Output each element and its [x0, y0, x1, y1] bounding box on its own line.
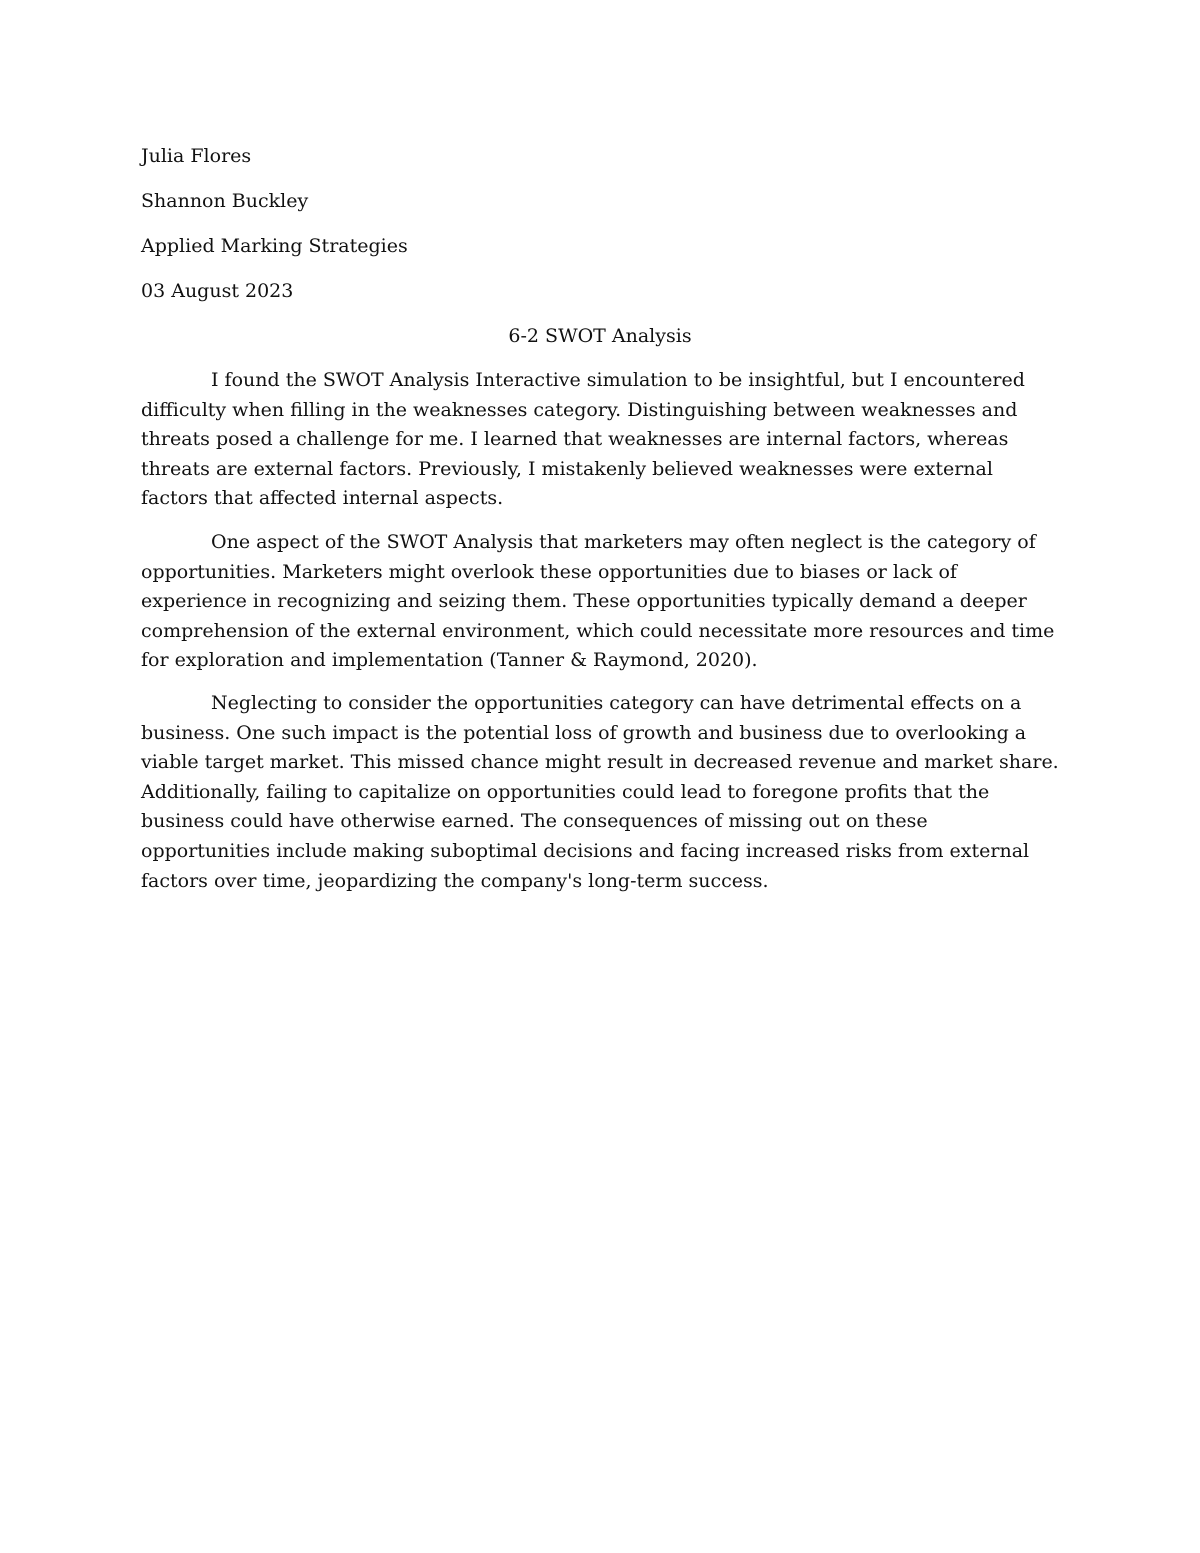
body-paragraph-3: Neglecting to consider the opportunities category can have detrimental effects on a business. One such impact is the potential loss of growth and business due to overlooking a viable target market. This missed chance might result in decreased revenue and market share. Additionally, failing to capitalize on opportunities could lead to foregone profits that the business could have otherwise earned. The consequences of missing out on these opportunities include making suboptimal decisions and facing increased risks from external factors over time, jeopardizing the company's long-term success.: [141, 692, 1059, 892]
body-paragraph-1: I found the SWOT Analysis Interactive simulation to be insightful, but I encountered difficulty when filling in the weaknesses category. Distinguishing between weaknesses and threats posed a challenge for me. I learned that weaknesses are internal factors, whereas threats are external factors. Previously, I mistakenly believed weaknesses were external factors that affected internal aspects.: [141, 369, 1025, 510]
body-paragraph-2: One aspect of the SWOT Analysis that marketers may often neglect is the category of opportunities. Marketers might overlook these opportunities due to biases or lack of experience in recognizing and seizing them. These opportunities typically demand a deeper comprehension of the external environment, which could necessitate more resources and time for exploration and implementation (Tanner & Raymond, 2020).: [141, 531, 1055, 672]
course-name: Applied Marking Strategies: [141, 235, 408, 257]
instructor-name: Shannon Buckley: [141, 190, 309, 212]
student-name: Julia Flores: [141, 145, 252, 167]
document-title: 6-2 SWOT Analysis: [508, 325, 692, 347]
document-date: 03 August 2023: [141, 280, 294, 302]
